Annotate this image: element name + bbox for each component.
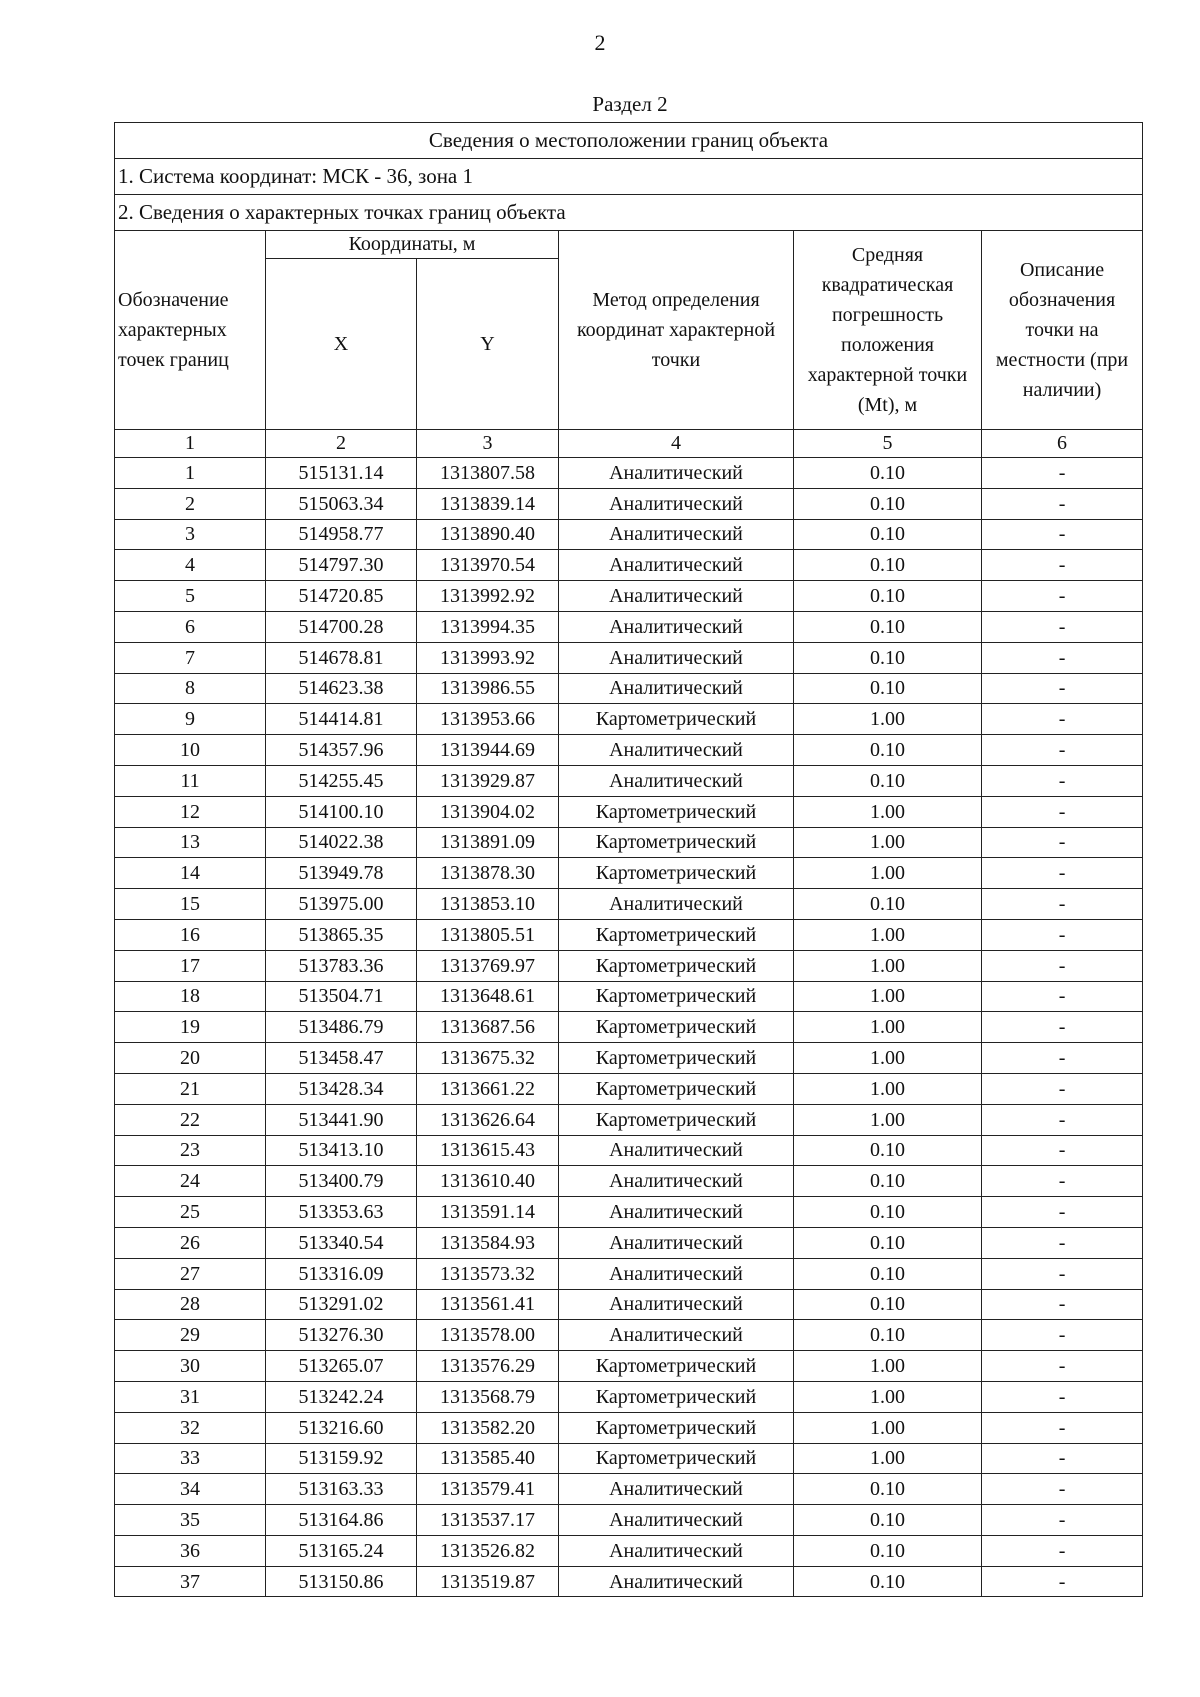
coord-y-cell: 1313891.09 (417, 827, 559, 858)
description-cell: - (982, 1505, 1143, 1536)
point-number-cell: 36 (115, 1535, 266, 1566)
coord-x-cell: 513865.35 (266, 919, 417, 950)
mean-error-cell: 0.10 (794, 1505, 982, 1536)
coord-x-cell: 515131.14 (266, 458, 417, 489)
coord-y-cell: 1313648.61 (417, 981, 559, 1012)
mean-error-cell: 1.00 (794, 1043, 982, 1074)
description-cell: - (982, 519, 1143, 550)
mean-error-cell: 1.00 (794, 827, 982, 858)
boundary-points-table (114, 122, 1143, 1597)
table-row (115, 1043, 1143, 1074)
table-row (115, 1381, 1143, 1412)
header-coordinates: Координаты, м (266, 231, 559, 259)
column-number: 5 (794, 430, 982, 458)
table-row (115, 519, 1143, 550)
coord-y-cell: 1313953.66 (417, 704, 559, 735)
mean-error-cell: 0.10 (794, 550, 982, 581)
coord-y-cell: 1313853.10 (417, 889, 559, 920)
point-number-cell: 6 (115, 611, 266, 642)
method-cell: Аналитический (559, 1505, 794, 1536)
header-description: Описание обозначения точки на местности (при наличии) (982, 231, 1143, 430)
mean-error-cell: 0.10 (794, 673, 982, 704)
mean-error-cell: 0.10 (794, 765, 982, 796)
table-row (115, 1227, 1143, 1258)
coord-x-cell: 513265.07 (266, 1351, 417, 1382)
coord-y-cell: 1313519.87 (417, 1566, 559, 1597)
mean-error-cell: 0.10 (794, 1227, 982, 1258)
column-number: 3 (417, 430, 559, 458)
header-mean-error: Средняя квадратическая погрешность положения характерной точки (Mt), м (794, 231, 982, 430)
mean-error-cell: 1.00 (794, 796, 982, 827)
method-cell: Аналитический (559, 458, 794, 489)
point-number-cell: 2 (115, 488, 266, 519)
mean-error-cell: 1.00 (794, 1073, 982, 1104)
method-cell: Картометрический (559, 796, 794, 827)
table-row (115, 1258, 1143, 1289)
coord-y-cell: 1313579.41 (417, 1474, 559, 1505)
mean-error-cell: 1.00 (794, 1443, 982, 1474)
mean-error-cell: 1.00 (794, 1104, 982, 1135)
method-cell: Картометрический (559, 827, 794, 858)
coord-x-cell: 514414.81 (266, 704, 417, 735)
description-cell: - (982, 1443, 1143, 1474)
point-number-cell: 4 (115, 550, 266, 581)
header-point-designation: Обозначение характерных точек границ (115, 231, 266, 430)
column-numbers-row (115, 430, 1143, 458)
point-number-cell: 11 (115, 765, 266, 796)
table-row (115, 550, 1143, 581)
point-number-cell: 14 (115, 858, 266, 889)
point-number-cell: 30 (115, 1351, 266, 1382)
method-cell: Аналитический (559, 1320, 794, 1351)
method-cell: Аналитический (559, 488, 794, 519)
coord-y-cell: 1313578.00 (417, 1320, 559, 1351)
table-caption: Сведения о местоположении границ объекта (115, 123, 1143, 159)
method-cell: Аналитический (559, 581, 794, 612)
table-row (115, 827, 1143, 858)
description-cell: - (982, 796, 1143, 827)
mean-error-cell: 0.10 (794, 642, 982, 673)
mean-error-cell: 0.10 (794, 1535, 982, 1566)
coord-y-cell: 1313807.58 (417, 458, 559, 489)
coord-y-cell: 1313582.20 (417, 1412, 559, 1443)
coord-x-cell: 513458.47 (266, 1043, 417, 1074)
description-cell: - (982, 1474, 1143, 1505)
description-cell: - (982, 488, 1143, 519)
mean-error-cell: 0.10 (794, 581, 982, 612)
table-row (115, 458, 1143, 489)
coord-y-cell: 1313687.56 (417, 1012, 559, 1043)
method-cell: Аналитический (559, 1258, 794, 1289)
point-number-cell: 16 (115, 919, 266, 950)
mean-error-cell: 0.10 (794, 1289, 982, 1320)
method-cell: Картометрический (559, 1443, 794, 1474)
point-number-cell: 37 (115, 1566, 266, 1597)
description-cell: - (982, 735, 1143, 766)
coord-x-cell: 513949.78 (266, 858, 417, 889)
coord-x-cell: 513400.79 (266, 1166, 417, 1197)
mean-error-cell: 0.10 (794, 1320, 982, 1351)
coord-x-cell: 513783.36 (266, 950, 417, 981)
method-cell: Картометрический (559, 1012, 794, 1043)
mean-error-cell: 1.00 (794, 1412, 982, 1443)
coord-y-cell: 1313993.92 (417, 642, 559, 673)
table-row (115, 642, 1143, 673)
method-cell: Картометрический (559, 1381, 794, 1412)
point-number-cell: 31 (115, 1381, 266, 1412)
description-cell: - (982, 1073, 1143, 1104)
coord-y-cell: 1313929.87 (417, 765, 559, 796)
coord-y-cell: 1313561.41 (417, 1289, 559, 1320)
coord-x-cell: 513291.02 (266, 1289, 417, 1320)
coordinate-system: 1. Система координат: МСК - 36, зона 1 (115, 159, 1143, 195)
table-row (115, 950, 1143, 981)
table-row (115, 1289, 1143, 1320)
coord-y-cell: 1313769.97 (417, 950, 559, 981)
coord-x-cell: 514255.45 (266, 765, 417, 796)
mean-error-cell: 1.00 (794, 1012, 982, 1043)
mean-error-cell: 1.00 (794, 950, 982, 981)
coord-x-cell: 514100.10 (266, 796, 417, 827)
coord-y-cell: 1313661.22 (417, 1073, 559, 1104)
table-row (115, 673, 1143, 704)
coord-y-cell: 1313573.32 (417, 1258, 559, 1289)
table-row (115, 796, 1143, 827)
description-cell: - (982, 981, 1143, 1012)
method-cell: Аналитический (559, 1227, 794, 1258)
coord-y-cell: 1313568.79 (417, 1381, 559, 1412)
description-cell: - (982, 1012, 1143, 1043)
column-number: 4 (559, 430, 794, 458)
point-number-cell: 18 (115, 981, 266, 1012)
point-number-cell: 35 (115, 1505, 266, 1536)
description-cell: - (982, 1566, 1143, 1597)
coord-y-cell: 1313591.14 (417, 1197, 559, 1228)
coord-x-cell: 513504.71 (266, 981, 417, 1012)
table-row (115, 1535, 1143, 1566)
table-row (115, 735, 1143, 766)
mean-error-cell: 0.10 (794, 458, 982, 489)
coord-x-cell: 514958.77 (266, 519, 417, 550)
column-number: 6 (982, 430, 1143, 458)
mean-error-cell: 0.10 (794, 488, 982, 519)
table-row (115, 1135, 1143, 1166)
point-number-cell: 24 (115, 1166, 266, 1197)
description-cell: - (982, 1135, 1143, 1166)
mean-error-cell: 0.10 (794, 611, 982, 642)
table-row (115, 919, 1143, 950)
coord-y-cell: 1313986.55 (417, 673, 559, 704)
method-cell: Картометрический (559, 919, 794, 950)
method-cell: Картометрический (559, 1043, 794, 1074)
coord-x-cell: 514022.38 (266, 827, 417, 858)
coord-y-cell: 1313675.32 (417, 1043, 559, 1074)
coord-y-cell: 1313584.93 (417, 1227, 559, 1258)
coord-x-cell: 514623.38 (266, 673, 417, 704)
table-row (115, 1351, 1143, 1382)
point-number-cell: 21 (115, 1073, 266, 1104)
coord-x-cell: 515063.34 (266, 488, 417, 519)
method-cell: Картометрический (559, 1104, 794, 1135)
description-cell: - (982, 642, 1143, 673)
mean-error-cell: 1.00 (794, 858, 982, 889)
coord-y-cell: 1313526.82 (417, 1535, 559, 1566)
mean-error-cell: 0.10 (794, 1135, 982, 1166)
method-cell: Аналитический (559, 1197, 794, 1228)
description-cell: - (982, 889, 1143, 920)
coord-x-cell: 513428.34 (266, 1073, 417, 1104)
table-row (115, 581, 1143, 612)
table-row (115, 1166, 1143, 1197)
coord-y-cell: 1313994.35 (417, 611, 559, 642)
description-cell: - (982, 1258, 1143, 1289)
point-number-cell: 22 (115, 1104, 266, 1135)
point-number-cell: 34 (115, 1474, 266, 1505)
point-number-cell: 3 (115, 519, 266, 550)
coord-x-cell: 513164.86 (266, 1505, 417, 1536)
description-cell: - (982, 458, 1143, 489)
description-cell: - (982, 611, 1143, 642)
point-number-cell: 20 (115, 1043, 266, 1074)
mean-error-cell: 0.10 (794, 1258, 982, 1289)
method-cell: Аналитический (559, 1166, 794, 1197)
method-cell: Аналитический (559, 1474, 794, 1505)
method-cell: Аналитический (559, 765, 794, 796)
coord-x-cell: 513216.60 (266, 1412, 417, 1443)
description-cell: - (982, 1351, 1143, 1382)
coord-y-cell: 1313944.69 (417, 735, 559, 766)
method-cell: Картометрический (559, 1412, 794, 1443)
method-cell: Картометрический (559, 858, 794, 889)
point-number-cell: 8 (115, 673, 266, 704)
table-row (115, 1412, 1143, 1443)
coord-x-cell: 513441.90 (266, 1104, 417, 1135)
method-cell: Картометрический (559, 950, 794, 981)
table-row (115, 981, 1143, 1012)
description-cell: - (982, 1535, 1143, 1566)
method-cell: Аналитический (559, 1289, 794, 1320)
table-row (115, 1566, 1143, 1597)
header-x: X (266, 259, 417, 430)
mean-error-cell: 0.10 (794, 1197, 982, 1228)
table-row (115, 1320, 1143, 1351)
coord-x-cell: 513413.10 (266, 1135, 417, 1166)
description-cell: - (982, 950, 1143, 981)
method-cell: Аналитический (559, 611, 794, 642)
coord-x-cell: 513340.54 (266, 1227, 417, 1258)
description-cell: - (982, 1197, 1143, 1228)
point-number-cell: 7 (115, 642, 266, 673)
section-title: Раздел 2 (592, 92, 668, 116)
coord-x-cell: 513353.63 (266, 1197, 417, 1228)
point-number-cell: 17 (115, 950, 266, 981)
coord-x-cell: 513242.24 (266, 1381, 417, 1412)
description-cell: - (982, 1320, 1143, 1351)
coord-x-cell: 514720.85 (266, 581, 417, 612)
mean-error-cell: 1.00 (794, 981, 982, 1012)
points-table-body (115, 458, 1143, 1597)
coord-y-cell: 1313970.54 (417, 550, 559, 581)
mean-error-cell: 0.10 (794, 1166, 982, 1197)
point-number-cell: 9 (115, 704, 266, 735)
coord-y-cell: 1313878.30 (417, 858, 559, 889)
method-cell: Картометрический (559, 981, 794, 1012)
mean-error-cell: 0.10 (794, 519, 982, 550)
table-row (115, 704, 1143, 735)
coord-x-cell: 514357.96 (266, 735, 417, 766)
coord-y-cell: 1313576.29 (417, 1351, 559, 1382)
mean-error-cell: 1.00 (794, 1351, 982, 1382)
mean-error-cell: 0.10 (794, 735, 982, 766)
description-cell: - (982, 919, 1143, 950)
page-number: 2 (594, 30, 606, 55)
method-cell: Аналитический (559, 1566, 794, 1597)
coord-x-cell: 514797.30 (266, 550, 417, 581)
coord-x-cell: 513159.92 (266, 1443, 417, 1474)
description-cell: - (982, 673, 1143, 704)
coord-x-cell: 514700.28 (266, 611, 417, 642)
table-row (115, 765, 1143, 796)
description-cell: - (982, 581, 1143, 612)
description-cell: - (982, 1166, 1143, 1197)
method-cell: Аналитический (559, 673, 794, 704)
point-number-cell: 19 (115, 1012, 266, 1043)
header-y: Y (417, 259, 559, 430)
mean-error-cell: 1.00 (794, 919, 982, 950)
description-cell: - (982, 1104, 1143, 1135)
coord-y-cell: 1313626.64 (417, 1104, 559, 1135)
table-row (115, 1012, 1143, 1043)
coord-y-cell: 1313610.40 (417, 1166, 559, 1197)
method-cell: Аналитический (559, 642, 794, 673)
method-cell: Аналитический (559, 1535, 794, 1566)
coord-x-cell: 513165.24 (266, 1535, 417, 1566)
method-cell: Картометрический (559, 1351, 794, 1382)
method-cell: Аналитический (559, 735, 794, 766)
coord-x-cell: 513276.30 (266, 1320, 417, 1351)
point-number-cell: 15 (115, 889, 266, 920)
coord-y-cell: 1313890.40 (417, 519, 559, 550)
coord-x-cell: 513163.33 (266, 1474, 417, 1505)
point-number-cell: 12 (115, 796, 266, 827)
description-cell: - (982, 827, 1143, 858)
point-number-cell: 1 (115, 458, 266, 489)
column-number: 2 (266, 430, 417, 458)
method-cell: Аналитический (559, 889, 794, 920)
point-number-cell: 28 (115, 1289, 266, 1320)
table-row (115, 1443, 1143, 1474)
mean-error-cell: 1.00 (794, 1381, 982, 1412)
point-number-cell: 29 (115, 1320, 266, 1351)
table-row (115, 1505, 1143, 1536)
table-row (115, 1474, 1143, 1505)
method-cell: Картометрический (559, 704, 794, 735)
mean-error-cell: 0.10 (794, 1474, 982, 1505)
point-number-cell: 23 (115, 1135, 266, 1166)
coord-y-cell: 1313537.17 (417, 1505, 559, 1536)
point-number-cell: 27 (115, 1258, 266, 1289)
coord-x-cell: 513486.79 (266, 1012, 417, 1043)
description-cell: - (982, 550, 1143, 581)
description-cell: - (982, 1412, 1143, 1443)
coord-y-cell: 1313615.43 (417, 1135, 559, 1166)
point-number-cell: 26 (115, 1227, 266, 1258)
points-caption: 2. Сведения о характерных точках границ объекта (115, 195, 1143, 231)
column-number: 1 (115, 430, 266, 458)
table-row (115, 611, 1143, 642)
method-cell: Аналитический (559, 519, 794, 550)
table-row (115, 1197, 1143, 1228)
method-cell: Картометрический (559, 1073, 794, 1104)
point-number-cell: 10 (115, 735, 266, 766)
coord-y-cell: 1313839.14 (417, 488, 559, 519)
table-row (115, 488, 1143, 519)
point-number-cell: 33 (115, 1443, 266, 1474)
point-number-cell: 5 (115, 581, 266, 612)
description-cell: - (982, 1043, 1143, 1074)
coord-y-cell: 1313805.51 (417, 919, 559, 950)
coord-y-cell: 1313585.40 (417, 1443, 559, 1474)
coord-x-cell: 513975.00 (266, 889, 417, 920)
table-row (115, 889, 1143, 920)
description-cell: - (982, 765, 1143, 796)
coord-y-cell: 1313904.02 (417, 796, 559, 827)
table-row (115, 1073, 1143, 1104)
header-method: Метод определения координат характерной точки (559, 231, 794, 430)
method-cell: Аналитический (559, 1135, 794, 1166)
description-cell: - (982, 704, 1143, 735)
mean-error-cell: 0.10 (794, 889, 982, 920)
coord-x-cell: 514678.81 (266, 642, 417, 673)
table-row (115, 1104, 1143, 1135)
description-cell: - (982, 1289, 1143, 1320)
description-cell: - (982, 1227, 1143, 1258)
point-number-cell: 25 (115, 1197, 266, 1228)
point-number-cell: 32 (115, 1412, 266, 1443)
description-cell: - (982, 1381, 1143, 1412)
mean-error-cell: 0.10 (794, 1566, 982, 1597)
description-cell: - (982, 858, 1143, 889)
table-row (115, 858, 1143, 889)
method-cell: Аналитический (559, 550, 794, 581)
point-number-cell: 13 (115, 827, 266, 858)
coord-y-cell: 1313992.92 (417, 581, 559, 612)
coord-x-cell: 513150.86 (266, 1566, 417, 1597)
mean-error-cell: 1.00 (794, 704, 982, 735)
coord-x-cell: 513316.09 (266, 1258, 417, 1289)
